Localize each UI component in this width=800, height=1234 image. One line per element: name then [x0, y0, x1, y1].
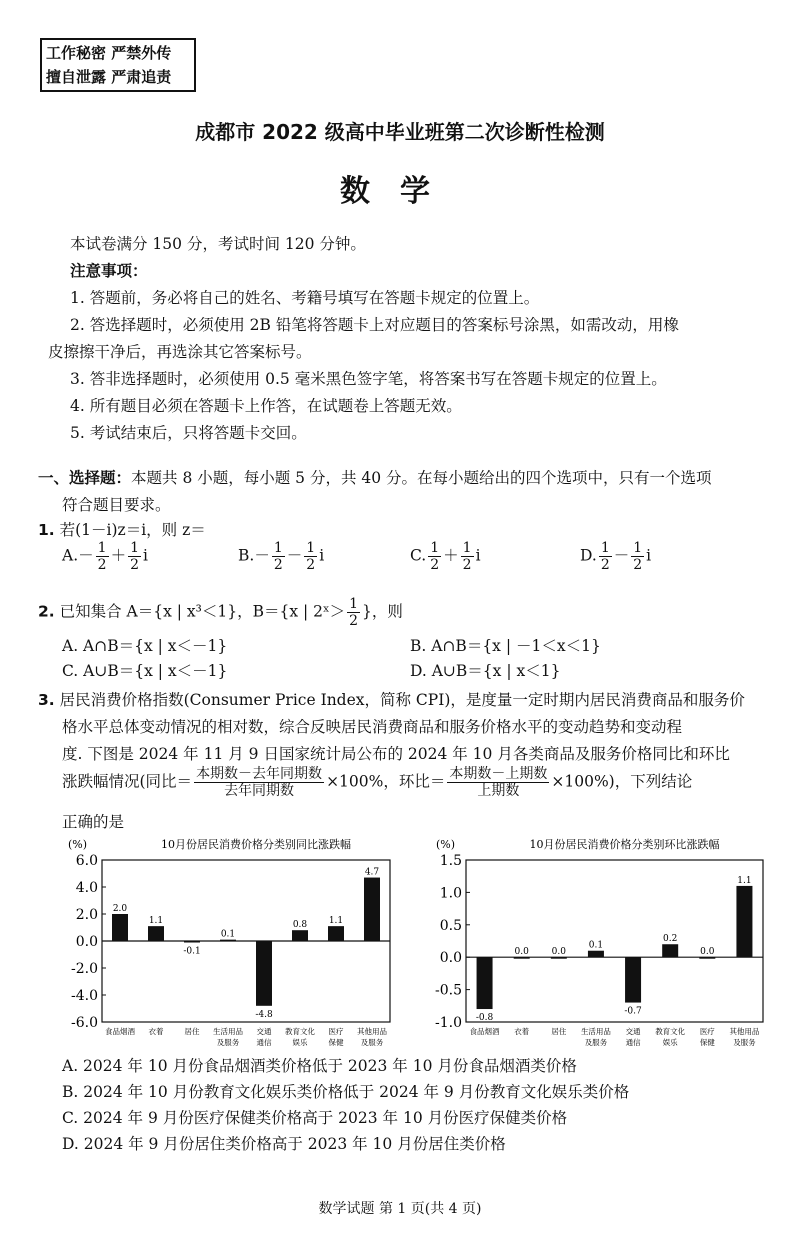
x-tick-label: 教育文化	[285, 1027, 315, 1036]
x-tick-label: 生活用品	[580, 1027, 611, 1036]
x-tick-label: 交通	[625, 1027, 641, 1036]
x-tick-label: 其他用品	[729, 1027, 760, 1036]
x-tick-label: 医疗	[328, 1027, 344, 1036]
x-tick-label: 居住	[551, 1027, 567, 1036]
bar	[699, 957, 715, 959]
y-tick-label: 0.0	[439, 950, 462, 967]
mom-bar-chart	[428, 830, 773, 1055]
q3-option-a[interactable]: A. 2024 年 10 月份食品烟酒类价格低于 2023 年 10 月份食品烟酒类价格	[62, 1057, 577, 1075]
data-label: -4.8	[255, 1009, 273, 1020]
math-text: －	[286, 546, 303, 565]
data-label: -0.7	[624, 1006, 642, 1017]
option-label: D.	[580, 546, 597, 565]
denominator: 2	[306, 557, 316, 573]
x-tick-label: 生活用品	[213, 1027, 243, 1036]
denominator: 2	[633, 557, 643, 573]
note: 1. 答题前，务必将自己的姓名、考籍号填写在答题卡规定的位置上。	[70, 289, 540, 307]
fraction	[461, 540, 474, 573]
y-axis-unit: (%)	[436, 838, 456, 851]
bar	[256, 941, 272, 1006]
x-tick-label: 及服务	[360, 1038, 384, 1047]
x-tick-label: 医疗	[699, 1027, 715, 1036]
denominator: 去年同期数	[224, 783, 295, 799]
data-label: 1.1	[737, 875, 752, 886]
q2-option-c[interactable]: C. A∪B＝{x | x＜－1}	[62, 662, 228, 680]
data-label: 0.0	[551, 947, 566, 958]
question-stem: 度. 下图是 2024 年 11 月 9 日国家统计局公布的 2024 年 10 月各类商品及服务价格同比和环比	[62, 745, 730, 763]
fraction	[304, 540, 317, 573]
x-tick-label: 娱乐	[292, 1038, 308, 1047]
x-tick-label: 交通	[256, 1027, 272, 1036]
x-tick-label: 及服务	[733, 1038, 756, 1047]
q3-option-b[interactable]: B. 2024 年 10 月份教育文化娱乐类价格低于 2024 年 9 月份教育文化娱乐类价格	[62, 1083, 630, 1101]
math-text: i	[646, 546, 652, 565]
chart-title: 10月份居民消费价格分类别同比涨跌幅	[161, 838, 351, 851]
page-footer: 数学试题 第 1 页(共 4 页)	[318, 1201, 482, 1217]
bar	[148, 926, 164, 941]
data-label: 0.1	[220, 929, 236, 940]
numerator: 1	[430, 540, 440, 556]
bar	[588, 951, 604, 957]
x-tick-label: 衣着	[514, 1027, 530, 1036]
q2-option-d[interactable]: D. A∪B＝{x | x＜1}	[410, 662, 561, 680]
question-stem: }，则	[362, 602, 403, 621]
question-stem: 正确的是	[62, 813, 125, 831]
numerator: 1	[97, 540, 107, 556]
exam-title: 成都市 2022 级高中毕业班第二次诊断性检测	[195, 120, 605, 144]
data-label: -0.8	[475, 1013, 494, 1024]
data-label: 4.7	[364, 867, 380, 878]
fraction	[428, 540, 441, 573]
y-tick-label: -1.0	[435, 1015, 462, 1031]
y-tick-label: 4.0	[75, 880, 98, 896]
note: 2. 答选择题时，必须使用 2B 铅笔将答题卡上对应题目的答案标号涂黑，如需改动，用橡	[70, 316, 679, 334]
denominator: 2	[97, 557, 107, 573]
math-text: ＋	[443, 546, 459, 565]
denominator: 2	[462, 557, 472, 573]
numerator: 1	[600, 540, 610, 556]
math-text: －	[254, 546, 270, 565]
q2-option-a[interactable]: A. A∩B＝{x | x＜－1}	[62, 637, 228, 655]
y-tick-label: 0.0	[75, 934, 98, 950]
math-text: i	[143, 546, 148, 565]
text: ×100%，环比＝	[326, 772, 446, 791]
section-text-2: 符合题目要求。	[62, 496, 171, 514]
question-stem: 若(1－i)z＝i，则 z＝	[59, 521, 206, 539]
stamp-line: 擅自泄露 严肃追责	[46, 68, 172, 86]
q3-option-d[interactable]: D. 2024 年 9 月份居住类价格高于 2023 年 10 月份居住类价格	[62, 1135, 506, 1153]
y-tick-label: 2.0	[75, 907, 98, 923]
bar	[328, 926, 344, 941]
y-tick-label: -2.0	[71, 961, 98, 977]
bar	[625, 957, 641, 1002]
numerator: 1	[633, 540, 643, 556]
note: 皮擦擦干净后，再选涂其它答案标号。	[48, 343, 312, 361]
x-tick-label: 衣着	[148, 1027, 164, 1036]
x-tick-label: 食品烟酒	[469, 1027, 500, 1036]
denominator: 2	[273, 557, 283, 573]
denominator: 2	[349, 613, 359, 629]
x-tick-label: 通信	[625, 1038, 641, 1047]
numerator: 1	[462, 540, 472, 556]
data-label: 0.1	[588, 940, 604, 951]
fraction	[599, 540, 612, 573]
numerator: 本期数－去年同期数	[196, 766, 323, 782]
notes-heading: 注意事项：	[70, 262, 148, 280]
x-tick-label: 及服务	[216, 1038, 240, 1047]
numerator: 1	[273, 540, 283, 556]
math-text: －	[78, 546, 94, 565]
x-tick-label: 通信	[256, 1038, 272, 1047]
x-tick-label: 其他用品	[357, 1027, 387, 1036]
question-1	[38, 518, 206, 540]
question-number: 3.	[38, 691, 55, 709]
x-tick-label: 居住	[184, 1027, 200, 1036]
denominator: 2	[600, 557, 610, 573]
q2-option-b[interactable]: B. A∩B＝{x | －1＜x＜1}	[410, 637, 601, 655]
question-stem: 已知集合 A＝{x | x³＜1}，B＝{x | 2ˣ＞	[59, 602, 346, 621]
formula-line	[62, 766, 692, 799]
data-label: -0.1	[183, 946, 201, 957]
bar	[514, 957, 530, 959]
q1-option-a[interactable]	[62, 540, 148, 573]
y-tick-label: 6.0	[75, 853, 98, 869]
option-label: B.	[238, 546, 255, 565]
note: 4. 所有题目必须在答题卡上作答，在试题卷上答题无效。	[70, 397, 462, 415]
text: ×100%)，下列结论	[551, 772, 693, 791]
data-label: 2.0	[112, 904, 128, 914]
numerator: 1	[349, 596, 359, 612]
y-tick-label: -4.0	[71, 988, 98, 1004]
math-text: ＋	[110, 546, 127, 565]
bar	[112, 914, 128, 941]
option-label: A.	[62, 546, 79, 565]
fraction	[272, 540, 285, 573]
q3-option-c[interactable]: C. 2024 年 9 月份医疗保健类价格高于 2023 年 10 月份医疗保健类价格	[62, 1109, 568, 1127]
y-tick-label: -0.5	[435, 982, 462, 999]
denominator: 2	[430, 557, 440, 573]
section-heading	[38, 466, 712, 488]
numerator: 本期数－上期数	[449, 766, 548, 782]
text: 涨跌幅情况(同比＝	[62, 772, 193, 791]
chart-title: 10月份居民消费价格分类别环比涨跌幅	[529, 838, 720, 851]
note: 5. 考试结束后，只将答题卡交回。	[70, 424, 307, 442]
y-axis-unit: (%)	[68, 838, 88, 851]
yoy-bar-chart	[60, 830, 405, 1055]
question-number: 1.	[38, 521, 55, 539]
data-label: 0.8	[292, 920, 308, 931]
q1-option-c[interactable]	[410, 540, 481, 573]
data-label: 0.0	[514, 947, 529, 958]
numerator: 1	[130, 540, 139, 556]
x-tick-label: 教育文化	[655, 1027, 686, 1036]
x-tick-label: 娱乐	[662, 1038, 678, 1047]
y-tick-label: -6.0	[71, 1015, 98, 1031]
q1-option-d[interactable]	[580, 540, 651, 573]
bar	[184, 941, 200, 943]
fraction	[447, 766, 549, 799]
data-label: 1.1	[148, 916, 164, 927]
question-3	[38, 688, 745, 710]
data-label: 0.2	[663, 934, 678, 945]
question-stem: 格水平总体变动情况的相对数，综合反映居民消费商品和服务价格水平的变动趋势和变动程	[62, 718, 683, 736]
y-tick-label: 1.0	[439, 885, 462, 902]
section-text: 本题共 8 小题，每小题 5 分，共 40 分。在每小题给出的四个选项中，只有一个选项	[131, 469, 712, 487]
x-tick-label: 保健	[699, 1038, 715, 1047]
q1-option-b[interactable]	[238, 540, 324, 573]
plot-frame	[466, 860, 763, 1022]
denominator: 上期数	[477, 783, 520, 799]
stamp-line: 工作秘密 严禁外传	[46, 44, 172, 62]
question-number: 2.	[38, 602, 55, 621]
math-text: i	[475, 546, 481, 565]
note: 3. 答非选择题时，必须使用 0.5 毫米黑色签字笔，将答案书写在答题卡规定的位置上。	[70, 370, 667, 388]
bar	[292, 930, 308, 941]
bar	[662, 944, 678, 957]
intro: 本试卷满分 150 分，考试时间 120 分钟。	[70, 235, 366, 253]
fraction	[128, 540, 141, 573]
math-text: i	[319, 546, 325, 565]
denominator: 2	[130, 557, 139, 573]
bar	[364, 878, 380, 941]
x-tick-label: 及服务	[584, 1038, 608, 1047]
bar	[736, 886, 752, 957]
confidential-stamp	[40, 38, 196, 92]
fraction	[631, 540, 644, 573]
numerator: 1	[306, 540, 316, 556]
data-label: 0.0	[700, 947, 715, 958]
math-text: －	[613, 546, 630, 565]
x-tick-label: 保健	[328, 1038, 344, 1047]
question-stem: 居民消费价格指数(Consumer Price Index，简称 CPI)，是度量一定时期内居民消费商品和服务价	[59, 691, 745, 709]
subject-title: 数学	[340, 174, 460, 209]
section-label: 一、选择题：	[38, 469, 132, 487]
y-tick-label: 0.5	[439, 917, 462, 934]
bar	[477, 957, 493, 1009]
bar	[220, 940, 236, 942]
fraction	[194, 766, 324, 799]
data-label: 1.1	[328, 916, 344, 927]
x-tick-label: 食品烟酒	[105, 1027, 135, 1036]
fraction	[347, 596, 360, 629]
fraction	[96, 540, 109, 573]
option-label: C.	[410, 546, 427, 565]
y-tick-label: 1.5	[439, 853, 462, 869]
question-2	[38, 596, 403, 629]
bar	[551, 957, 567, 959]
